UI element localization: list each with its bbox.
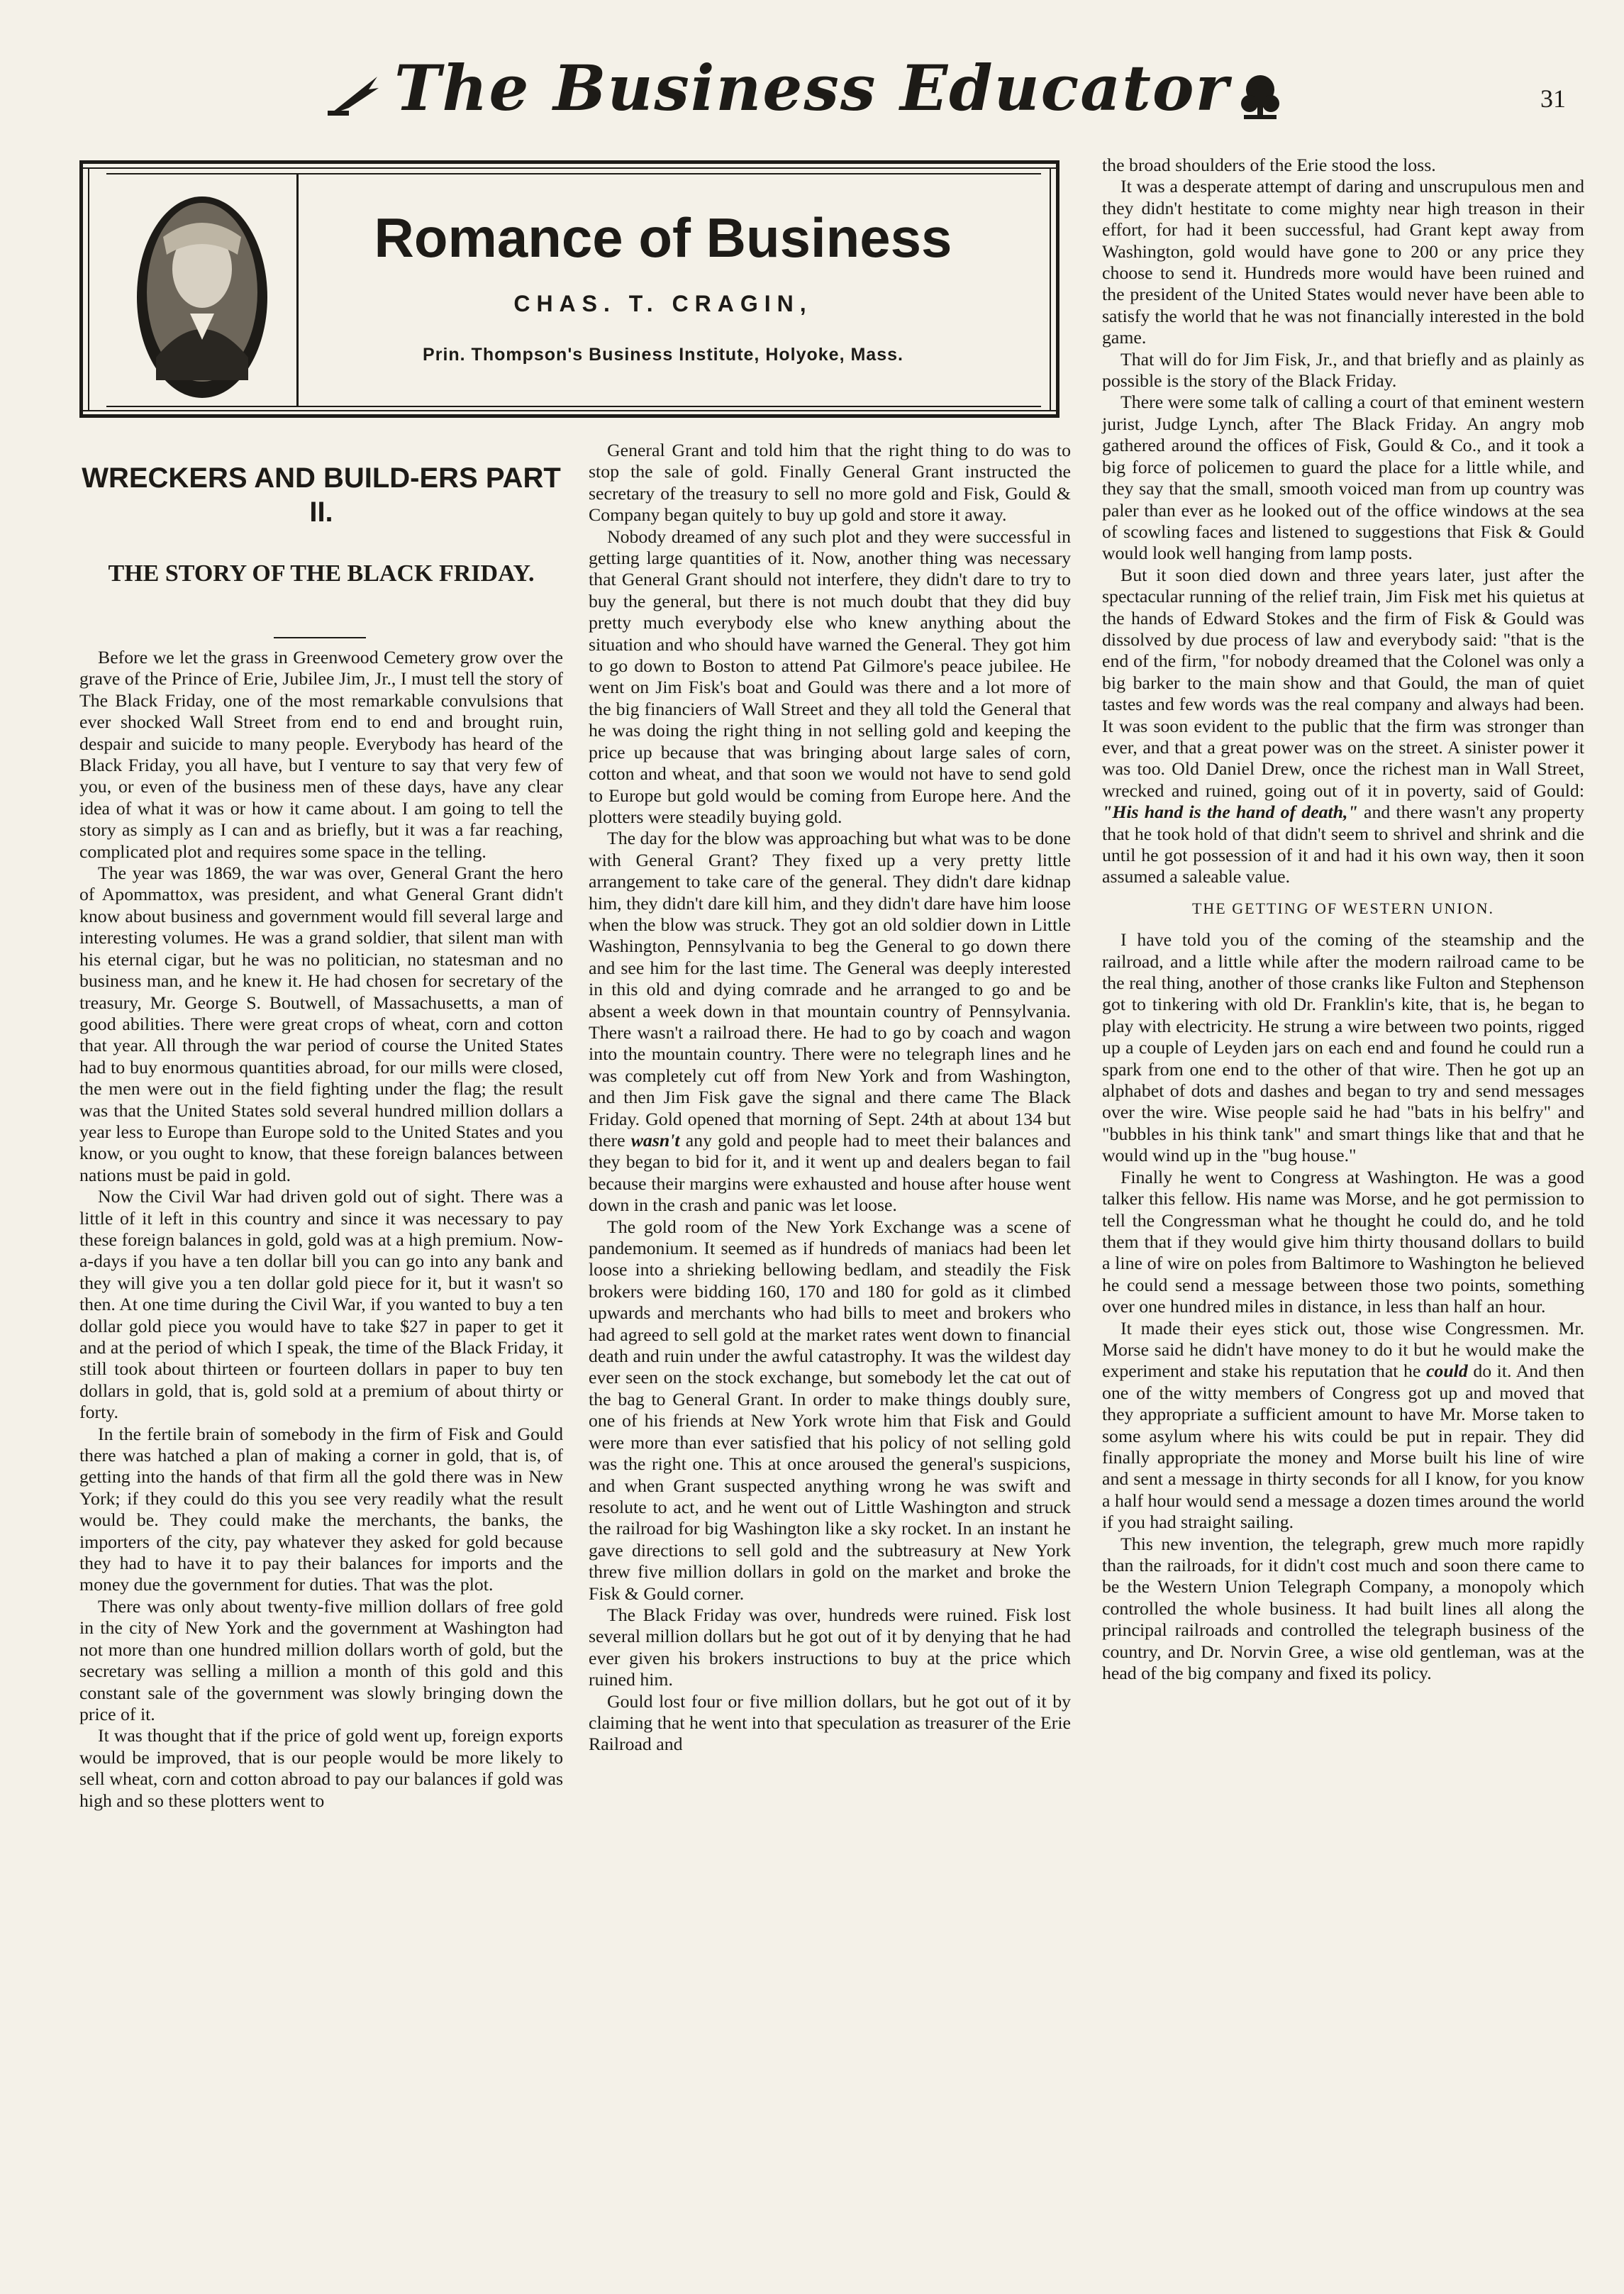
- article-subtitle: THE STORY OF THE BLACK FRIDAY.: [108, 560, 535, 587]
- paragraph: In the fertile brain of somebody in the firm of Fisk and Gould there was hatched a plan of making a corner in gold, that is, of getting into the hands of that firm all the gold there was in New York; if they could do this you see very readily what the result would be. They could make the merchants, the banks, the importers of the city, pay whatever they asked for gold because they had to have it to pay their balances for imports and the money due the government for duties. That was the plot.: [79, 1423, 563, 1595]
- paragraph: It was thought that if the price of gold went up, foreign exports would be improved, that is our people would be more likely to sell wheat, corn and cotton abroad to pay our balances if gold was high and so these plotters went to: [79, 1725, 563, 1811]
- text-run: and there wasn't any property that he took hold of that didn't seem to shrivel and shrink and die until he got possession of it and had it his own way, then it soon assumed a saleable value.: [1102, 802, 1584, 887]
- feature-title: Romance of Business: [374, 206, 952, 269]
- paragraph: Now the Civil War had driven gold out of sight. There was a little of it left in this country and since it was necessary to pay these foreign balances in gold, gold was at a high premium. Now-a-days if you have a ten dollar bill you can go into any bank and they will give you a ten dollar gold piece for it, but it wasn't so then. At one time during the Civil War, if you wanted to buy a ten dollar gold piece you would have to take $27 in paper to get it and at the period of which I speak, the time of the Black Friday, it still took about thirteen or fourteen dollars in paper to buy ten dollars in gold, that is, gold sold at a premium of about thirty or forty.: [79, 1186, 563, 1423]
- paragraph: There were some talk of calling a court of that eminent western jurist, Judge Lynch, after The Black Friday. An angry mob gathered around the offices of Fisk, Gould & Co., and it took a big force of policemen to guard the place for a little while, and they say that the small, smooth voiced man from up country was paler than ever as he looked out of the office windows at the sea of scowling faces and listened to suggestions that Fisk & Gould would look well hanging from lamp posts.: [1102, 392, 1584, 564]
- emphasis: wasn't: [630, 1130, 680, 1151]
- column-3: [1102, 155, 1584, 1684]
- paragraph: I have told you of the coming of the steamship and the railroad, and a little while after the modern railroad came to be the real thing, another of those cranks like Fulton and Stephenson got to tinkering with old Dr. Franklin's kite, that is, he began to play with electricity. He strung a wire between two points, rigged up a couple of Leyden jars on each end and found he could run a spark from one end to the other of that wire. Then he got up an alphabet of dots and dashes and began to try and send messages over the wire. Wise people said he had "bats in his belfry" and "bubbles in his think tank" and smart things like that and that he would wind up in the "bug house.": [1102, 929, 1584, 1166]
- paragraph: This new invention, the telegraph, grew much more rapidly than the railroads, for it didn't cost much and soon there came to be the Western Union Telegraph Company, a monopoly which controlled the whole business. It had built lines all along the principal railroads and controlled the telegraph business of the country, and Dr. Norvin Gree, a wise old gentleman, was at the head of the big company and fixed its policy.: [1102, 1533, 1584, 1684]
- paragraph: The gold room of the New York Exchange was a scene of pandemonium. It seemed as if hundreds of maniacs had been let loose into a shrieking bellowing bedlam, and steadily the Fisk brokers were bidding 160, 170 and 180 for gold as it climbed upwards and merchants who had bills to meet and brokers who had agreed to sell gold at the market rates went down to financial death and ruin under the awful catastrophy. It was the wildest day ever seen on the stock exchange, but somebody let the cat out of the bag to General Grant. In order to make things doubly sure, one of his friends at New York wrote him that Fisk and Gould were more than ever satisfied that his policy of not selling gold was the right one. This at once aroused the general's suspicions, and when Grant suspected anything wrong he was swift and resolute to act, and he went out of Little Washington and struck the railroad for big Washington like a sky rocket. In an instant he gave directions to sell gold and the subtreasury at New York threw five million dollars in gold on the market and broke the Fisk & Gould corner.: [589, 1216, 1071, 1604]
- fleur-emblem-icon: [1234, 68, 1287, 121]
- paragraph: [589, 828, 1071, 1216]
- text-run: do it. And then one of the witty members of Congress got up and moved that they appropriate a sufficient amount to have Mr. Morse taken to some asylum where his wits could be put in repair. They did finally appropriate the money and Morse built his line of wire and sent a message in thirty seconds for all I know, for you know a half hour would send a message a dozen times around the world if you had straight sailing.: [1102, 1361, 1584, 1533]
- paragraph: General Grant and told him that the right thing to do was to stop the sale of gold. Finally General Grant instructed the secretary of the treasury to sell no more gold and Fisk, Gould & Company began quitely to buy up gold and store it away.: [589, 440, 1071, 526]
- paragraph: the broad shoulders of the Erie stood the loss.: [1102, 155, 1436, 175]
- author-name: CHAS. T. CRAGIN,: [513, 291, 813, 316]
- author-affiliation: Prin. Thompson's Business Institute, Holyoke, Mass.: [423, 345, 903, 365]
- paragraph: That will do for Jim Fisk, Jr., and that briefly and as plainly as possible is the story of the Black Friday.: [1102, 348, 1584, 392]
- text-run: But it soon died down and three years later, just after the spectacular running of the relief train, Jim Fisk met his quietus at the hands of Edward Stokes and the firm of Fisk & Gould was dissolved by due process of law and everybody said: "that is the end of the firm, "for nobody dreamed that the Colonel was only a big barker to the main show and that Gould, the man of quiet tastes and few words was the real company and always had been. It was soon evident to the public that the firm was stronger than ever, and that a great power was on the street. A sinister power it was too. Old Daniel Drew, once the richest man in Wall Street, wrecked and ruined, going out of it in poverty, said of Gould:: [1102, 564, 1584, 801]
- masthead-title: The Business Educator: [394, 51, 1230, 125]
- text-run: The day for the blow was approaching but what was to be done with General Grant? They fixed up a very pretty little arrangement to take care of the general. They didn't dare kidnap him, they didn't dare kill him, and they didn't dare have him loose when the blow was struck. They got an old soldier down in Little Washington, Pennsylvania to beg the General to go down there and see him for the last time. The General was deeply interested in this old and dying comrade and he arranged to go and be absent a week down in that mountain country of Pennsylvania. There wasn't a railroad there. He had to go by coach and wagon into the mountain country. There were no telegraph lines and he was completely cut off from New York and from Washington, and then Jim Fisk gave the signal and there came The Black Friday. Gold opened that morning of Sept. 24th at about 134 but there: [589, 828, 1071, 1151]
- portrait-photo-icon: [135, 194, 269, 400]
- emphasis: could: [1425, 1361, 1468, 1382]
- column-2: [589, 440, 1071, 1756]
- paragraph: [1102, 1318, 1584, 1534]
- masthead: [0, 0, 1624, 142]
- text-run: It made their eyes stick out, those wise Congressmen. Mr. Morse said he didn't have money to do it but he would make the experiment and stake his reputation that he: [1102, 1317, 1584, 1382]
- column-1: [79, 647, 563, 1812]
- paragraph: There was only about twenty-five million dollars of free gold in the city of New York and the government at Washington had not more than one hundred million dollars worth of gold, but the secretary was selling a million a month of this gold and this constant sale of the government was slowly bringing down the price of it.: [79, 1595, 563, 1724]
- paragraph: Nobody dreamed of any such plot and they were successful in getting large quantities of it. Now, another thing was necessary that General Grant should not interfere, they didn't dare to try to buy the general, but there is not much doubt that they did buy pretty much everybody else who knew anything about the situation and who should have warned the General. They got him to go down to Boston to attend Pat Gilmore's peace jubilee. He went on Jim Fisk's boat and Gould was there and a lot more of the big financiers of Wall Street and they all told the General that he was doing the right thing in not selling gold and keeping the price up because that was bringing about large sales of corn, cotton and wheat, and that soon we would not have to send gold to Europe but gold would be coming from Europe here. And the plotters were steadily buying gold.: [589, 526, 1071, 827]
- divider: [274, 637, 366, 638]
- emphasis-quote: "His hand is the hand of death,": [1102, 802, 1358, 823]
- paragraph: The Black Friday was over, hundreds were ruined. Fisk lost several million dollars but he got out of it by denying that he had ever given his brokers instructions to buy at the price which ruined him.: [589, 1604, 1071, 1690]
- paragraph: Before we let the grass in Greenwood Cemetery grow over the grave of the Prince of Erie, Jubilee Jim, Jr., I must tell the story of The Black Friday, one of the most remarkable convulsions that ever shocked Wall Street from end to end and brought ruin, despair and suicide to many people. Everybody has heard of the Black Friday, you all have, but I venture to say that very few of you, or even of the business men of these days, have any clear idea of what it was or how it came about. I am going to tell the story as simply as I can and as briefly, but it was a far reaching, complicated plot and requires some space in the telling.: [79, 647, 563, 862]
- text-run: any gold and people had to meet their balances and they began to bid for it, and it went up and dealers began to fail because their margins were exhausted and house after house went down in the crash and panic was let loose.: [589, 1130, 1071, 1216]
- section-heading: THE GETTING OF WESTERN UNION.: [1191, 899, 1495, 917]
- paragraph: Finally he went to Congress at Washington. He was a good talker this fellow. His name was Morse, and he got permission to tell the Congressman what he thought he could do, and he told them that if they would give him thirty thousand dollars to build a line of wire on poles from Baltimore to Washington he believed he could send a message between those two points, something over one hundred miles in distance, in less than half an hour.: [1102, 1166, 1584, 1317]
- article-title: WRECKERS AND BUILD-ERS PART II.: [82, 462, 561, 528]
- paragraph: [1102, 565, 1584, 888]
- paragraph: Gould lost four or five million dollars, but he got out of it by claiming that he went into that speculation as treasurer of the Erie Railroad and: [589, 1690, 1071, 1755]
- paragraph: The year was 1869, the war was over, General Grant the hero of Apommattox, was president, and what General Grant didn't know about business and government would fill several large and interesting volumes. He was a grand soldier, that silent man with his eternal cigar, but he was no politician, no statesman and no business man, and he knew it. He had chosen for secretary of the treasury, Mr. George S. Boutwell, of Massachusetts, a man of good abilities. There were great crops of wheat, corn and cotton that year. All through the war period of course the United States had to buy enormous quantities abroad, for our mills were closed, the men were out in the field fighting under the flag; the result was that the United States sold several hundred million dollars a year less to Europe than Europe sold to the United States and you know, or you ought to know, that these foreign balances between nations must be paid in gold.: [79, 863, 563, 1185]
- page-number: 31: [1540, 84, 1566, 113]
- paragraph: It was a desperate attempt of daring and unscrupulous men and they didn't hestitate to come mighty near high treason in their effort, for had it been successful, had Grant kept away from Washington, gold would have gone to 200 or any price they choose to send it. Hundreds more would have been ruined and the president of the United States would never have been able to satisfy the world that he was not financially interested in the bold game.: [1102, 176, 1584, 348]
